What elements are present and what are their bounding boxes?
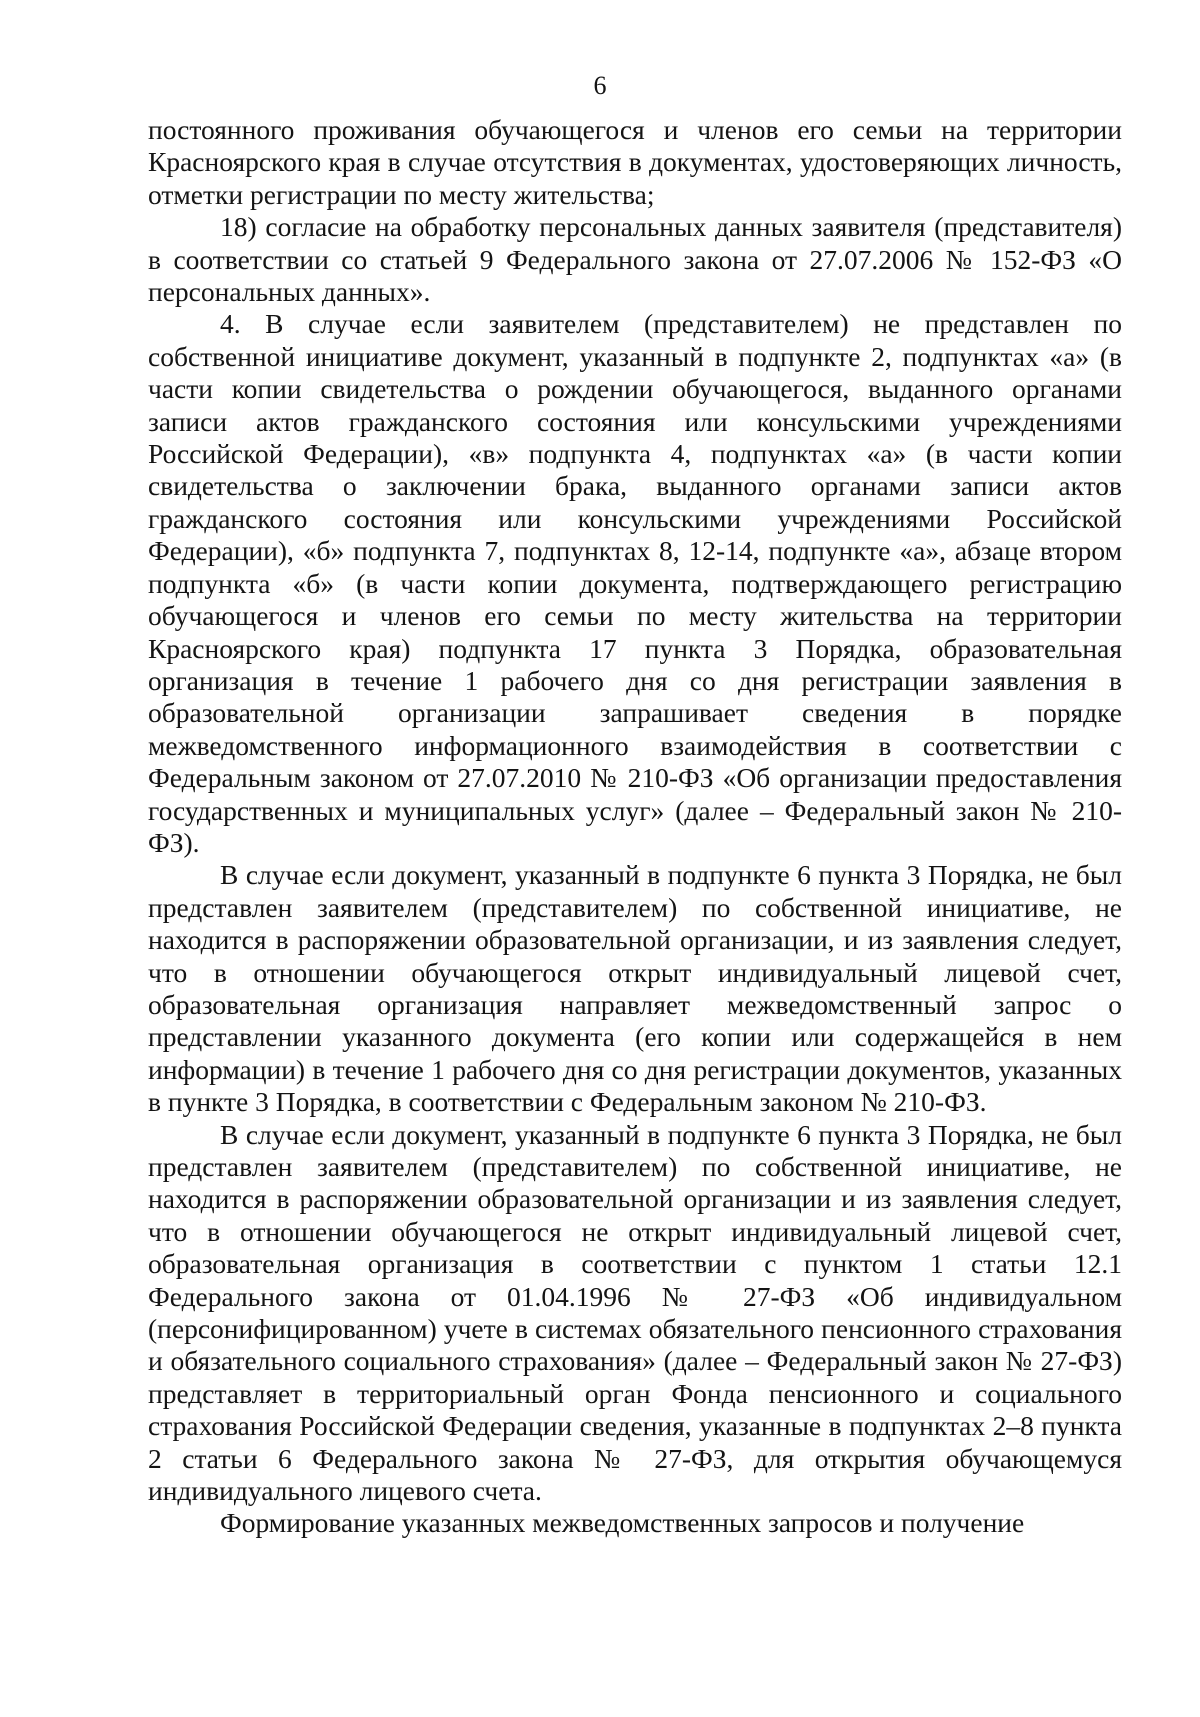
document-body <box>148 114 1122 1540</box>
paragraph-4: В случае если документ, указанный в подпункте 6 пункта 3 Порядка, не был представлен заявителем (представителем) по собственной инициативе, не находится в распоряжении образовательной организации, и из заявления следует, что в отношении обучающегося открыт индивидуальный лицевой счет, образовательная организация направляет межведомственный запрос о представлении указанного документа (его копии или содержащейся в нем информации) в течение 1 рабочего дня со дня регистрации документов, указанных в пункте 3 Порядка, в соответствии с Федеральным законом № 210-ФЗ. <box>148 859 1122 1118</box>
paragraph-3: 4. В случае если заявителем (представителем) не представлен по собственной инициативе документ, указанный в подпункте 2, подпунктах «а» (в части копии свидетельства о рождении обучающегося, выданного органами записи актов гражданского состояния или консульскими учреждениями Российской Федерации), «в» подпункта 4, подпунктах «а» (в части копии свидетельства о заключении брака, выданного органами записи актов гражданского состояния или консульскими учреждениями Российской Федерации), «б» подпункта 7, подпунктах 8, 12-14, подпункте «а», абзаце втором подпункта «б» (в части копии документа, подтверждающего регистрацию обучающегося и членов его семьи по месту жительства на территории Красноярского края) подпункта 17 пункта 3 Порядка, образовательная организация в течение 1 рабочего дня со дня регистрации заявления в образовательной организации запрашивает сведения в порядке межведомственного информационного взаимодействия в соответствии с Федеральным законом от 27.07.2010 № 210-ФЗ «Об организации предоставления государственных и муниципальных услуг» (далее – Федеральный закон № 210-ФЗ). <box>148 308 1122 858</box>
page-number: 6 <box>593 71 607 100</box>
paragraph-6: Формирование указанных межведомственных запросов и получение <box>220 1507 1025 1539</box>
paragraph-1: постоянного проживания обучающегося и членов его семьи на территории Красноярского края в случае отсутствия в документах, удостоверяющих личность, отметки регистрации по месту жительства; <box>148 114 1122 210</box>
paragraph-5: В случае если документ, указанный в подпункте 6 пункта 3 Порядка, не был представлен заявителем (представителем) по собственной инициативе, не находится в распоряжении образовательной организации и из заявления следует, что в отношении обучающегося не открыт индивидуальный лицевой счет, образовательная организация в соответствии с пунктом 1 статьи 12.1 Федерального закона от 01.04.1996 № 27-ФЗ «Об индивидуальном (персонифицированном) учете в системах обязательного пенсионного страхования и обязательного социального страхования» (далее – Федеральный закон № 27-ФЗ) представляет в территориальный орган Фонда пенсионного и социального страхования Российской Федерации сведения, указанные в подпунктах 2–8 пункта 2 статьи 6 Федерального закона № 27-ФЗ, для открытия обучающемуся индивидуального лицевого счета. <box>148 1118 1122 1507</box>
paragraph-2: 18) согласие на обработку персональных данных заявителя (представителя) в соответствии со статьей 9 Федерального закона от 27.07.2006 № 152-ФЗ «О персональных данных». <box>148 211 1122 308</box>
